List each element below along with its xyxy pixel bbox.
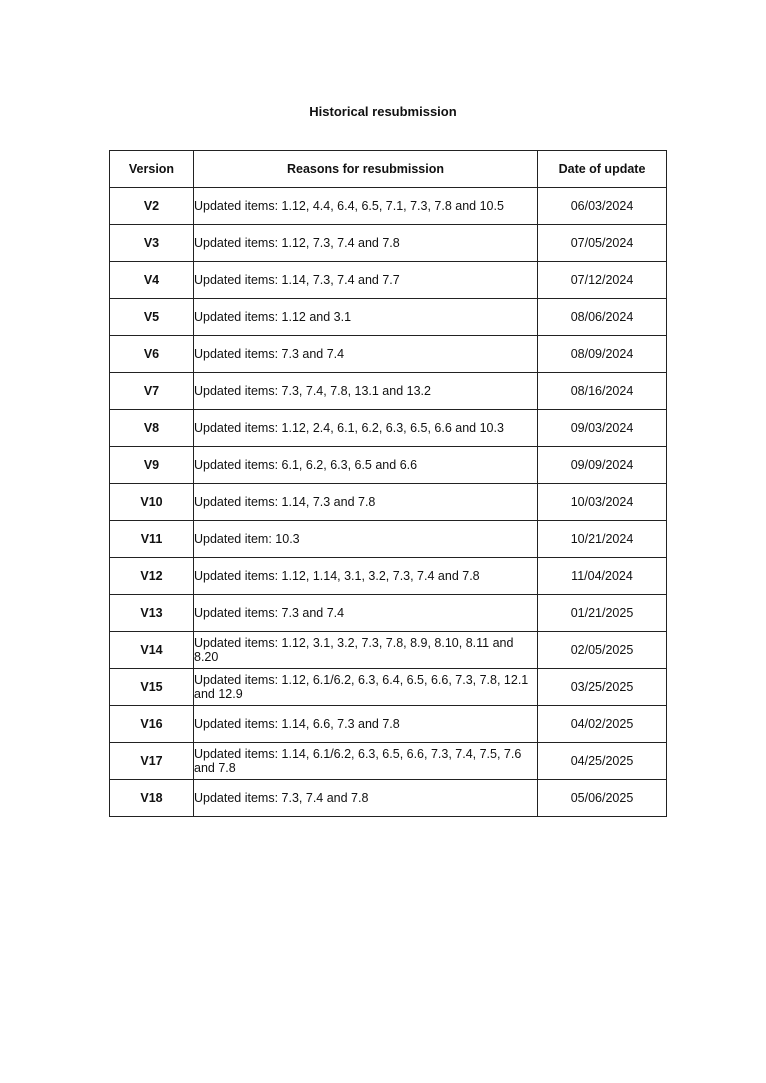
- reasons-cell: Updated items: 7.3, 7.4 and 7.8: [194, 780, 538, 817]
- reasons-cell: Updated items: 1.12, 7.3, 7.4 and 7.8: [194, 225, 538, 262]
- date-cell: 06/03/2024: [538, 188, 667, 225]
- header-reasons: Reasons for resubmission: [194, 151, 538, 188]
- table-row: [110, 669, 667, 706]
- reasons-cell: Updated items: 1.12, 2.4, 6.1, 6.2, 6.3, 6.5, 6.6 and 10.3: [194, 410, 538, 447]
- table-row: [110, 743, 667, 780]
- table-row: [110, 706, 667, 743]
- reasons-cell: Updated item: 10.3: [194, 521, 538, 558]
- version-cell: V6: [110, 336, 194, 373]
- date-cell: 09/03/2024: [538, 410, 667, 447]
- version-cell: V13: [110, 595, 194, 632]
- reasons-cell: Updated items: 1.12, 6.1/6.2, 6.3, 6.4, 6.5, 6.6, 7.3, 7.8, 12.1 and 12.9: [194, 669, 538, 706]
- table-row: [110, 558, 667, 595]
- date-cell: 11/04/2024: [538, 558, 667, 595]
- date-cell: 04/25/2025: [538, 743, 667, 780]
- date-cell: 08/06/2024: [538, 299, 667, 336]
- version-cell: V9: [110, 447, 194, 484]
- version-cell: V15: [110, 669, 194, 706]
- table-row: [110, 595, 667, 632]
- table-row: [110, 225, 667, 262]
- reasons-cell: Updated items: 1.12 and 3.1: [194, 299, 538, 336]
- table-row: [110, 299, 667, 336]
- resubmission-table: [109, 150, 667, 817]
- reasons-cell: Updated items: 1.14, 6.6, 7.3 and 7.8: [194, 706, 538, 743]
- table-row: [110, 188, 667, 225]
- version-cell: V12: [110, 558, 194, 595]
- table-row: [110, 373, 667, 410]
- reasons-cell: Updated items: 7.3 and 7.4: [194, 336, 538, 373]
- date-cell: 09/09/2024: [538, 447, 667, 484]
- date-cell: 07/05/2024: [538, 225, 667, 262]
- header-date: Date of update: [538, 151, 667, 188]
- date-cell: 08/09/2024: [538, 336, 667, 373]
- date-cell: 02/05/2025: [538, 632, 667, 669]
- page-title: Historical resubmission: [309, 104, 457, 119]
- reasons-cell: Updated items: 7.3 and 7.4: [194, 595, 538, 632]
- date-cell: 07/12/2024: [538, 262, 667, 299]
- date-cell: 01/21/2025: [538, 595, 667, 632]
- version-cell: V5: [110, 299, 194, 336]
- table-row: [110, 632, 667, 669]
- reasons-cell: Updated items: 1.12, 3.1, 3.2, 7.3, 7.8, 8.9, 8.10, 8.11 and 8.20: [194, 632, 538, 669]
- reasons-cell: Updated items: 7.3, 7.4, 7.8, 13.1 and 13.2: [194, 373, 538, 410]
- date-cell: 08/16/2024: [538, 373, 667, 410]
- reasons-cell: Updated items: 1.12, 4.4, 6.4, 6.5, 7.1, 7.3, 7.8 and 10.5: [194, 188, 538, 225]
- version-cell: V7: [110, 373, 194, 410]
- header-version: Version: [110, 151, 194, 188]
- table-row: [110, 521, 667, 558]
- table-row: [110, 336, 667, 373]
- table-row: [110, 262, 667, 299]
- reasons-cell: Updated items: 6.1, 6.2, 6.3, 6.5 and 6.6: [194, 447, 538, 484]
- version-cell: V17: [110, 743, 194, 780]
- version-cell: V10: [110, 484, 194, 521]
- date-cell: 10/21/2024: [538, 521, 667, 558]
- table-row: [110, 484, 667, 521]
- table-header-row: [110, 151, 667, 188]
- reasons-cell: Updated items: 1.14, 7.3, 7.4 and 7.7: [194, 262, 538, 299]
- version-cell: V3: [110, 225, 194, 262]
- date-cell: 04/02/2025: [538, 706, 667, 743]
- table-row: [110, 410, 667, 447]
- reasons-cell: Updated items: 1.14, 7.3 and 7.8: [194, 484, 538, 521]
- table-row: [110, 780, 667, 817]
- version-cell: V8: [110, 410, 194, 447]
- version-cell: V2: [110, 188, 194, 225]
- version-cell: V4: [110, 262, 194, 299]
- version-cell: V11: [110, 521, 194, 558]
- date-cell: 03/25/2025: [538, 669, 667, 706]
- version-cell: V16: [110, 706, 194, 743]
- reasons-cell: Updated items: 1.12, 1.14, 3.1, 3.2, 7.3, 7.4 and 7.8: [194, 558, 538, 595]
- table-row: [110, 447, 667, 484]
- reasons-cell: Updated items: 1.14, 6.1/6.2, 6.3, 6.5, 6.6, 7.3, 7.4, 7.5, 7.6 and 7.8: [194, 743, 538, 780]
- date-cell: 10/03/2024: [538, 484, 667, 521]
- version-cell: V14: [110, 632, 194, 669]
- version-cell: V18: [110, 780, 194, 817]
- date-cell: 05/06/2025: [538, 780, 667, 817]
